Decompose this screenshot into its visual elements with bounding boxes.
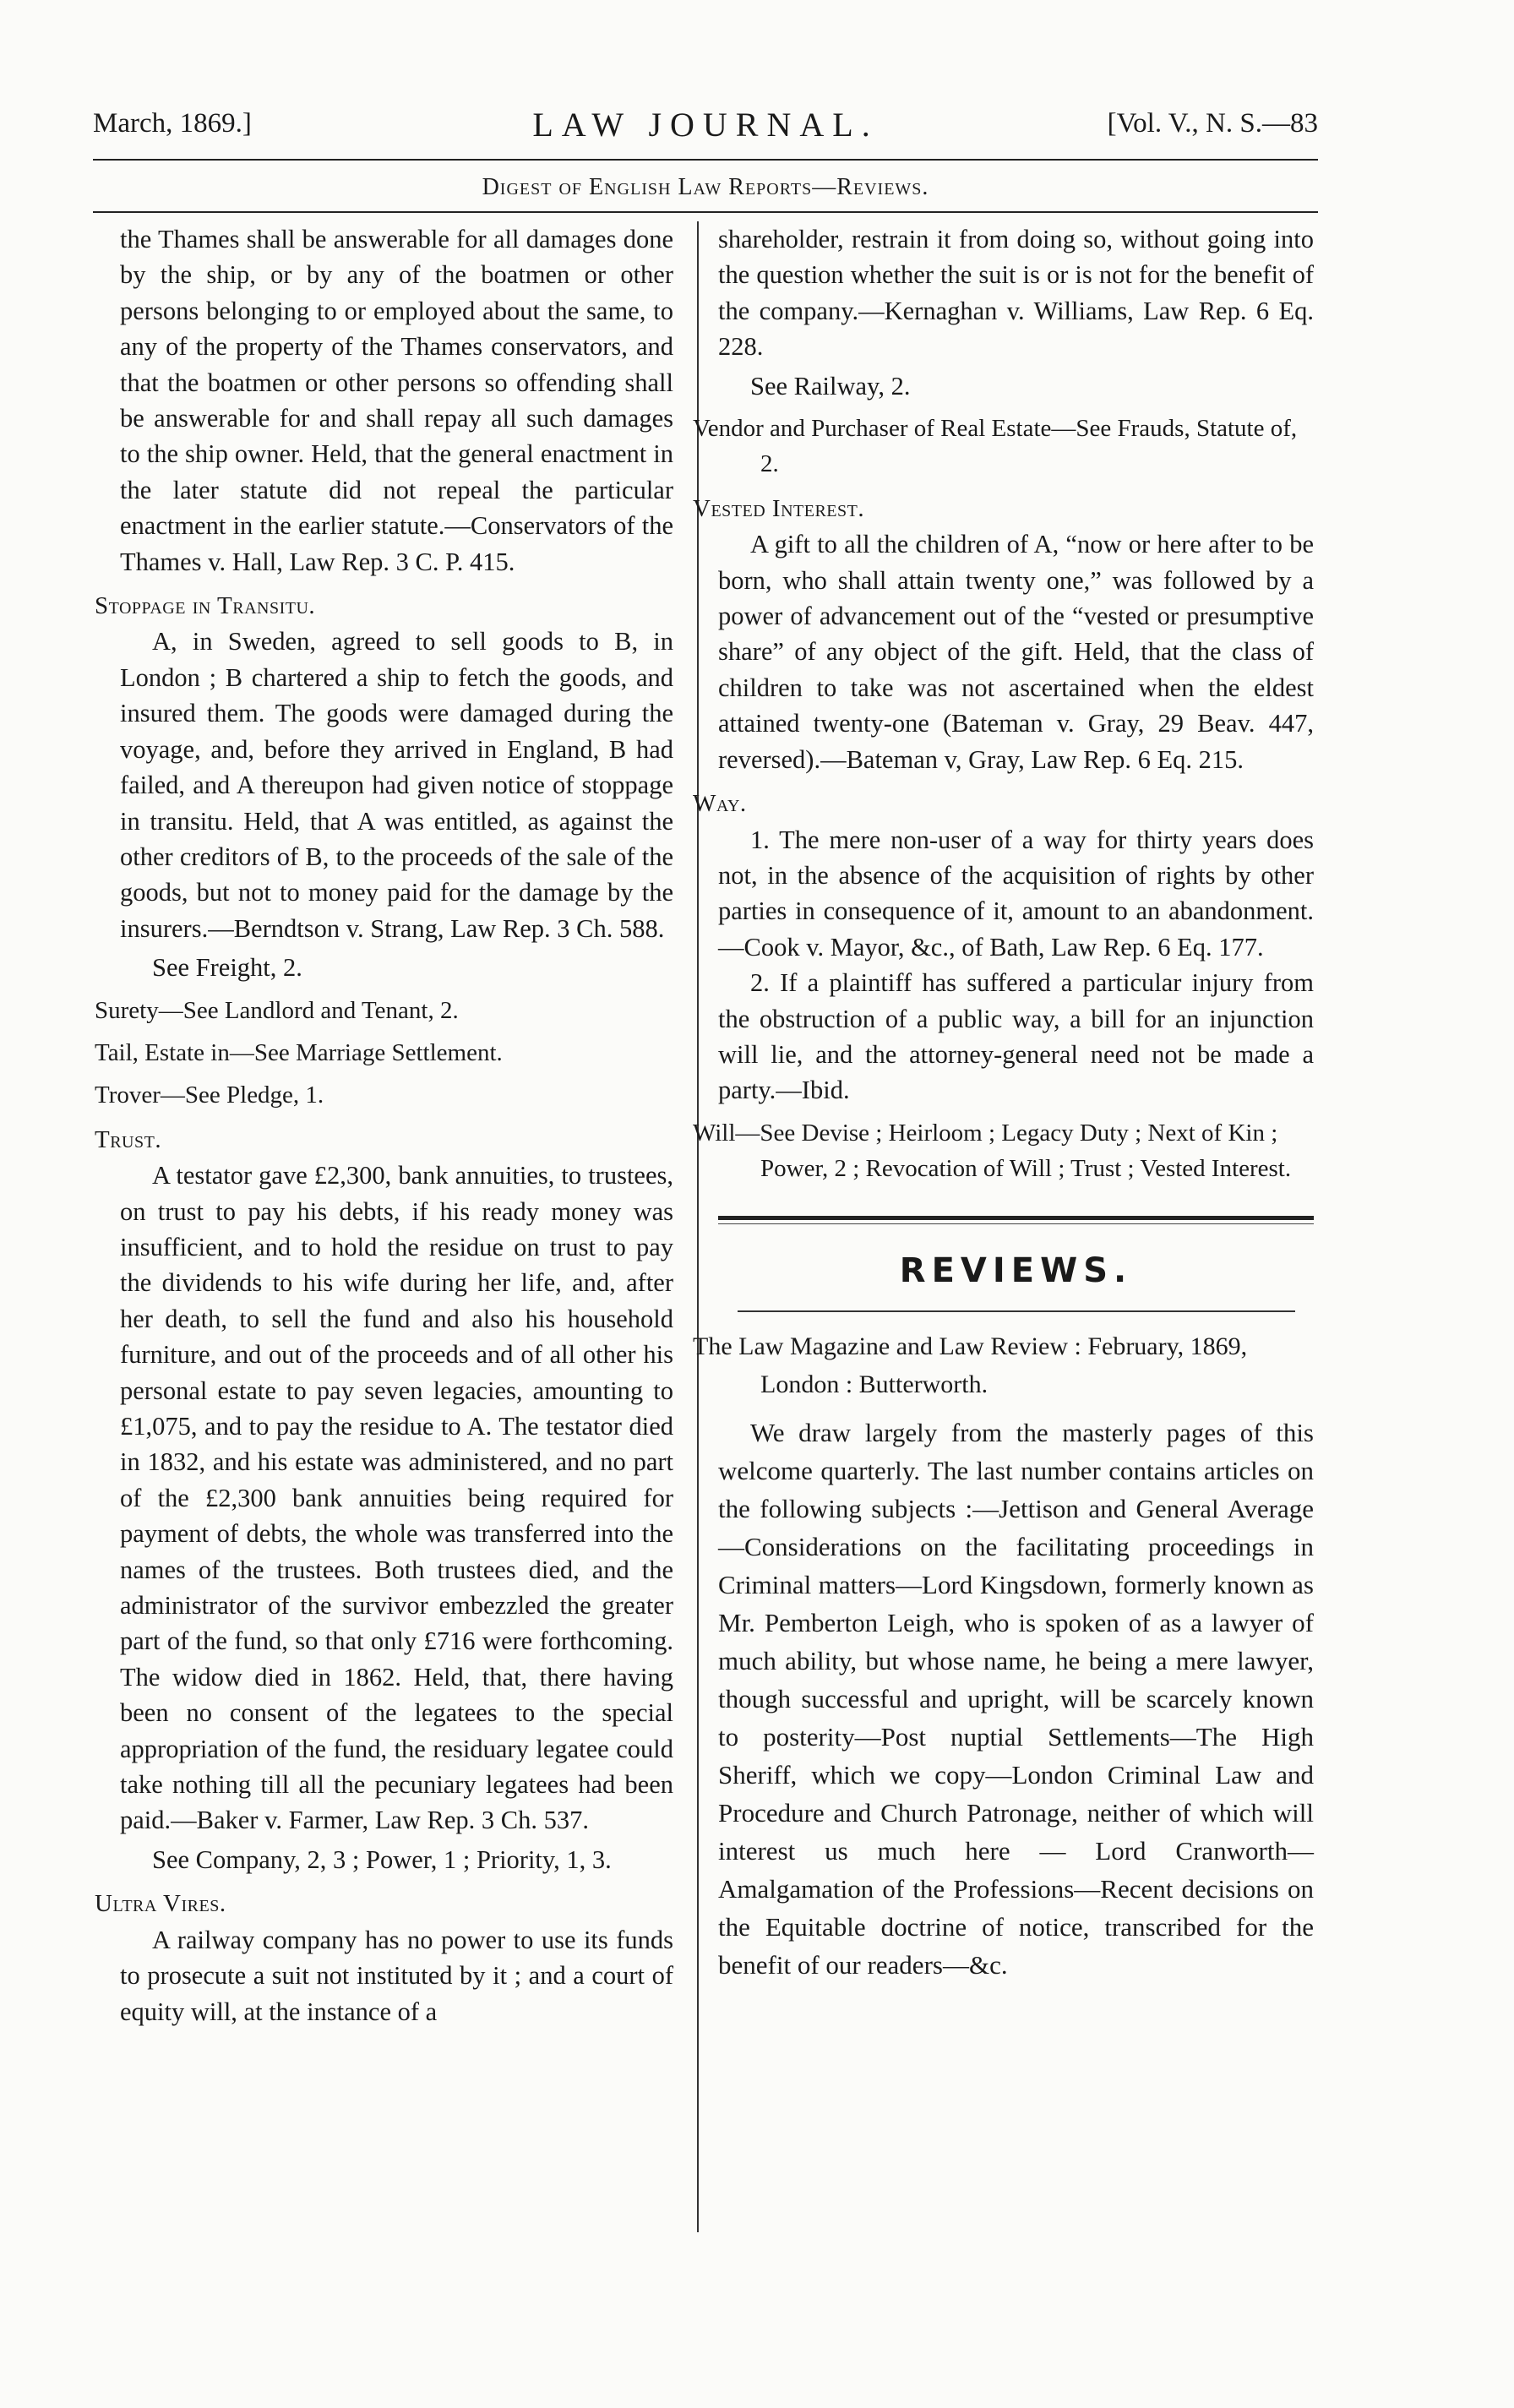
paragraph-stoppage: A, in Sweden, agreed to sell goods to B, in London ; B chartered a ship to fetch the goods, and insured them. The goods were damaged during the voyage, and, before they arrived in England, B had failed, and A thereupon had given notice of stoppage in transitu. Held, that A was entitled, as against the other creditors of B, to the proceeds of the sale of the goods, but not to money paid for the damage by the insurers.—Berndtson v. Strang, Law Rep. 3 Ch. 588. bbox=[120, 627, 673, 943]
section-thin-rule bbox=[718, 1223, 1314, 1224]
heading-stoppage: Stoppage in Transitu. bbox=[95, 592, 316, 620]
running-header bbox=[93, 108, 1318, 147]
entry-will: Will—See Devise ; Heirloom ; Legacy Duty ; Next of Kin ; Power, 2 ; Revocation of Will ; Trust ; Vested Interest. bbox=[693, 1119, 1292, 1183]
paragraph-trust: A testator gave £2,300, bank annuities, to trustees, on trust to pay his debts, if his ready money was insufficient, and to hold the residue on trust to pay the dividends to his wife during her life, and, after her death, to sell the fund and also his household furniture, and out of the proceeds and of all other his personal estate to pay seven legacies, amounting to £1,075, and to pay the residue to A. The testator died in 1832, and his estate was administered, and no part of the £2,300 bank annuities being required for payment of debts, the whole was transferred into the names of the trustees. Both trustees died, and the administrator of the survivor embezzled the greater part of the fund, so that only £716 were forthcoming. The widow died in 1862. Held, that, there having been no consent of the legatees to the special appropriation of the fund, the residuary legatee could take nothing till all the pecuniary legatees had been paid.—Baker v. Farmer, Law Rep. 3 Ch. 537. bbox=[120, 1161, 673, 1835]
reviews-title: REVIEWS. bbox=[899, 1250, 1133, 1290]
section-thick-rule bbox=[718, 1216, 1314, 1220]
entry-tail: Tail, Estate in—See Marriage Settlement. bbox=[95, 1038, 503, 1066]
right-column bbox=[693, 221, 1314, 1984]
entry-vendor: Vendor and Purchaser of Real Estate—See Frauds, Statute of, 2. bbox=[693, 415, 1298, 478]
review-heading: The Law Magazine and Law Review : February, 1869, London : Butterworth. bbox=[693, 1332, 1248, 1398]
heading-vested-interest: Vested Interest. bbox=[693, 494, 865, 522]
paragraph-vested-interest: A gift to all the children of A, “now or here after to be born, who shall attain twenty one,” was followed by a power of advancement out of the “vested or presumptive share” of any object of the gift. Held, that the class of children to take was not ascertained when the eldest attained twenty-one (Bateman v. Gray, 29 Beav. 447, reversed).—Bateman v, Gray, Law Rep. 6 Eq. 215. bbox=[718, 530, 1314, 774]
heading-way: Way. bbox=[693, 790, 747, 818]
see-railway: See Railway, 2. bbox=[750, 371, 911, 400]
header-volume: [Vol. V., N. S.—83 bbox=[1107, 108, 1318, 139]
subtitle-rule bbox=[93, 211, 1318, 213]
reviews-rule bbox=[738, 1310, 1295, 1312]
paragraph-ultra-vires-continued: shareholder, restrain it from doing so, without going into the question whether the suit is or is not for the benefit of the company.—Kernaghan v. Williams, Law Rep. 6 Eq. 228. bbox=[718, 225, 1314, 362]
heading-ultra-vires: Ultra Vires. bbox=[95, 1890, 226, 1918]
left-column bbox=[95, 221, 673, 2029]
paragraph-way-1: 1. The mere non-user of a way for thirty years does not, in the absence of the acquisition of rights by other parties in consequence of it, amount to an abandonment.—Cook v. Mayor, &c., of Bath, Law Rep. 6 Eq. 177. bbox=[718, 825, 1314, 962]
heading-trust: Trust. bbox=[95, 1125, 162, 1153]
paragraph-ultra-vires: A railway company has no power to use its funds to prosecute a suit not instituted by it ; and a court of equity will, at the instance of a bbox=[120, 1925, 673, 2026]
entry-trover: Trover—See Pledge, 1. bbox=[95, 1081, 324, 1109]
header-rule bbox=[93, 159, 1318, 161]
review-paragraph: We draw largely from the masterly pages of this welcome quarterly. The last number contains articles on the following subjects :—Jettison and General Average—Considerations on the facilitating proceedings in Criminal matters—Lord Kingsdown, formerly known as Mr. Pemberton Leigh, who is spoken of as a lawyer of much ability, but whose name, he being a mere lawyer, though successful and upright, will be scarcely known to posterity—Post nuptial Settlements—The High Sheriff, which we copy—London Criminal Law and Procedure and Church Patronage, neither of which will interest us much here — Lord Cranworth—Amalgamation of the Professions—Recent decisions on the Equitable doctrine of notice, transcribed for the benefit of our readers—&c. bbox=[718, 1417, 1314, 1980]
journal-title: LAW JOURNAL. bbox=[532, 106, 879, 144]
see-freight: See Freight, 2. bbox=[152, 953, 302, 983]
see-company: See Company, 2, 3 ; Power, 1 ; Priority, 1, 3. bbox=[152, 1844, 612, 1874]
header-date: March, 1869.] bbox=[93, 108, 252, 139]
section-subtitle: Digest of English Law Reports—Reviews. bbox=[482, 174, 929, 200]
paragraph-thames-continued: the Thames shall be answerable for all damages done by the ship, or by any of the boatmen or other persons belonging to or employed about the same, to any of the property of the Thames conservators, and that the boatmen or other persons so offending shall be answerable for and shall repay all such damages to the ship owner. Held, that the general enactment in the later statute did not repeal the particular enactment in the earlier statute.—Conservators of the Thames v. Hall, Law Rep. 3 C. P. 415. bbox=[120, 225, 673, 576]
entry-surety: Surety—See Landlord and Tenant, 2. bbox=[95, 996, 459, 1024]
paragraph-way-2: 2. If a plaintiff has suffered a particular injury from the obstruction of a public way, a bill for an injunction will lie, and the attorney-general need not be made a party.—Ibid. bbox=[718, 968, 1314, 1105]
